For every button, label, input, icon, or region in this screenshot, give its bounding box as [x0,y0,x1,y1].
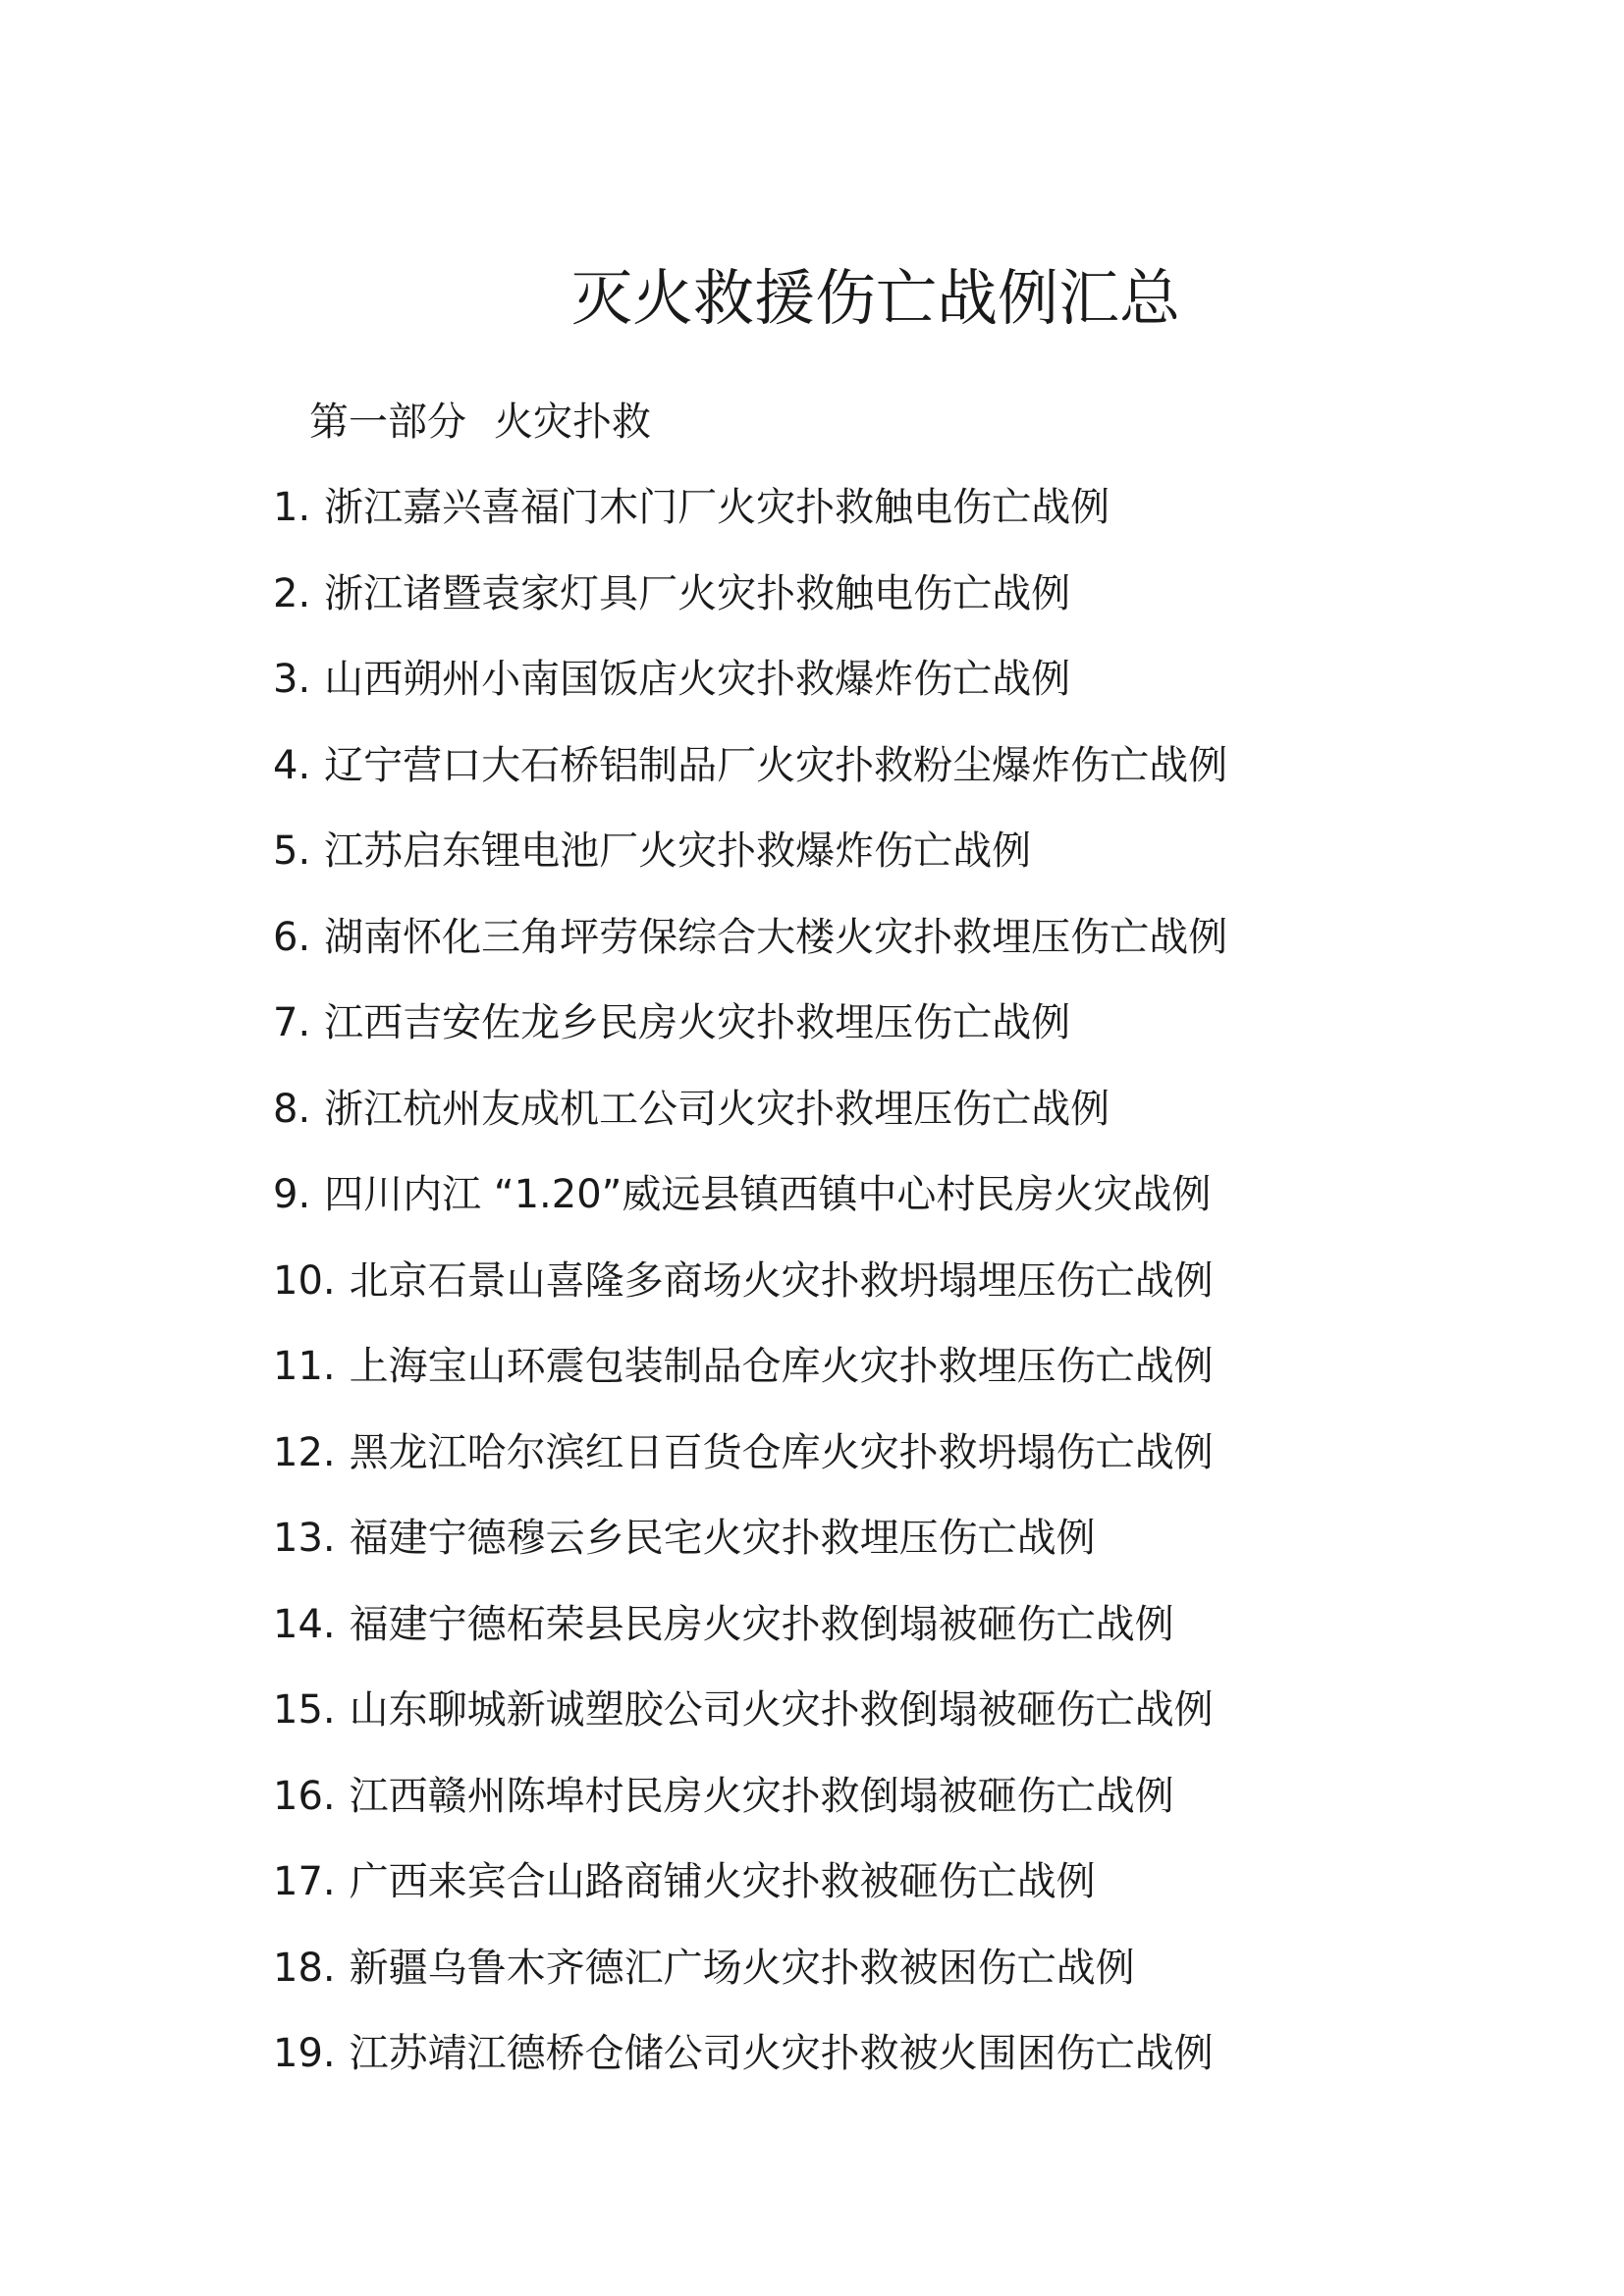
list-item [273,1509,1227,1595]
item-text: 福建宁德柘荣县民房火灾扑救倒塌被砸伤亡战例 [349,1601,1174,1647]
item-text: 上海宝山环震包装制品仓库火灾扑救埋压伤亡战例 [349,1344,1214,1389]
list-item [273,1681,1227,1767]
item-number: 16. [273,1773,336,1819]
item-text: 浙江诸暨袁家灯具厂火灾扑救触电伤亡战例 [324,570,1071,616]
item-text: 浙江嘉兴喜福门木门厂火灾扑救触电伤亡战例 [324,485,1110,530]
item-text: 四川内江 “1.20”威远县镇西镇中心村民房火灾战例 [324,1172,1212,1217]
item-number: 13. [273,1516,336,1561]
list-item [273,478,1227,564]
item-text: 黑龙江哈尔滨红日百货仓库火灾扑救坍塌伤亡战例 [349,1429,1214,1475]
document-title: 灭火救援伤亡战例汇总 [570,261,1180,334]
item-number: 8. [273,1086,311,1132]
list-item [273,1252,1227,1338]
list-item [273,1337,1227,1423]
item-number: 11. [273,1344,336,1389]
list-item [273,564,1227,651]
item-number: 14. [273,1601,336,1647]
list-item [273,2024,1227,2110]
item-number: 18. [273,1945,336,1991]
item-text: 新疆乌鲁木齐德汇广场火灾扑救被困伤亡战例 [349,1945,1135,1991]
item-number: 3. [273,657,311,702]
item-number: 12. [273,1429,336,1475]
list-item [273,1852,1227,1939]
list-item [273,1080,1227,1166]
item-number: 9. [273,1172,311,1217]
item-text: 江西吉安佐龙乡民房火灾扑救埋压伤亡战例 [324,1000,1071,1045]
item-number: 17. [273,1859,336,1904]
item-text: 山东聊城新诚塑胶公司火灾扑救倒塌被砸伤亡战例 [349,1687,1214,1733]
list-item [273,1423,1227,1510]
list-item [273,1767,1227,1853]
list-item [273,993,1227,1080]
item-text: 浙江杭州友成机工公司火灾扑救埋压伤亡战例 [324,1086,1110,1132]
list-item [273,1595,1227,1682]
section-label: 第一部分 [309,400,466,445]
item-number: 19. [273,2031,336,2076]
item-number: 2. [273,570,311,616]
item-text: 广西来宾合山路商铺火灾扑救被砸伤亡战例 [349,1859,1096,1904]
item-number: 1. [273,485,311,530]
list-item [273,822,1227,908]
item-text: 北京石景山喜隆多商场火灾扑救坍塌埋压伤亡战例 [349,1257,1214,1304]
item-text: 山西朔州小南国饭店火灾扑救爆炸伤亡战例 [324,657,1071,702]
section-heading [309,393,651,452]
item-text: 福建宁德穆云乡民宅火灾扑救埋压伤亡战例 [349,1516,1096,1561]
item-number: 7. [273,1000,311,1045]
item-number: 6. [273,914,311,960]
list-item [273,1939,1227,2025]
item-text: 江苏靖江德桥仓储公司火灾扑救被火围困伤亡战例 [349,2031,1214,2076]
section-name: 火灾扑救 [494,400,651,445]
list-item [273,908,1227,994]
item-number: 5. [273,828,311,874]
list-item [273,1165,1227,1252]
item-text: 江西赣州陈埠村民房火灾扑救倒塌被砸伤亡战例 [349,1773,1174,1819]
item-text: 湖南怀化三角坪劳保综合大楼火灾扑救埋压伤亡战例 [324,914,1228,960]
item-number: 15. [273,1687,336,1733]
item-text: 江苏启东锂电池厂火灾扑救爆炸伤亡战例 [324,828,1032,874]
case-list [273,478,1227,2110]
item-text: 辽宁营口大石桥铝制品厂火灾扑救粉尘爆炸伤亡战例 [324,742,1228,788]
list-item [273,736,1227,823]
item-number: 4. [273,742,311,788]
list-item [273,650,1227,736]
item-number: 10. [273,1257,336,1304]
